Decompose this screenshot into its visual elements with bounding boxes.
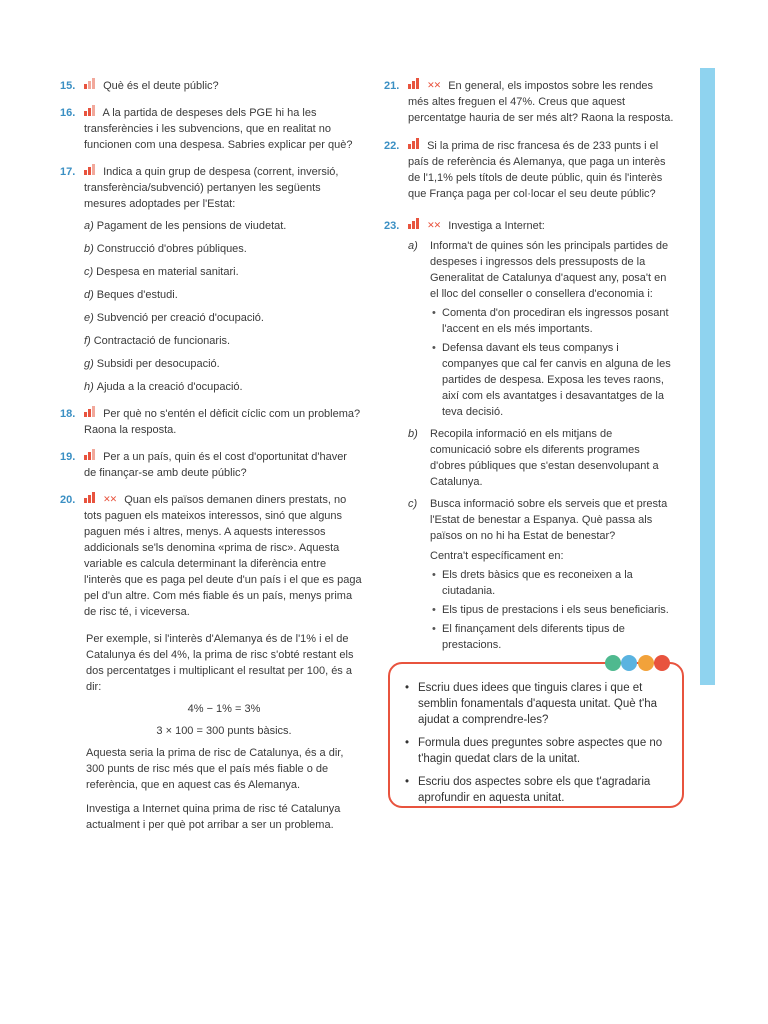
- list-item: [84, 241, 362, 257]
- option-letter: a): [84, 220, 94, 232]
- list-item: [408, 496, 674, 653]
- exercise-text: En general, els impostos sobre les rendes més altes freguen el 47%. Creus que aquest percentatge hauria de ser més alt? Raona la resposta.: [408, 80, 674, 124]
- exercise-19: [60, 449, 362, 481]
- teamwork-icon: ✕✕: [103, 494, 117, 504]
- right-column: [384, 78, 674, 664]
- exercise-number: 18.: [60, 408, 76, 420]
- dot-orange: [638, 655, 654, 671]
- exercise-17: [60, 164, 362, 395]
- list-item: [84, 310, 362, 326]
- option-text: Despesa en material sanitari.: [96, 266, 239, 278]
- bullet-list: [430, 305, 674, 420]
- difficulty-bars-icon: [84, 164, 96, 180]
- list-item: [84, 218, 362, 234]
- list-item: • Els tipus de prestacions i els seus beneficiaris.: [430, 602, 674, 618]
- option-letter: d): [84, 289, 94, 301]
- list-item: • El finançament dels diferents tipus de prestacions.: [430, 621, 674, 653]
- option-text: Subvenció per creació d'ocupació.: [96, 312, 264, 324]
- formula-line: 4% − 1% = 3%: [187, 703, 261, 715]
- dot-green: [605, 655, 621, 671]
- exercise-21: [384, 78, 674, 126]
- reflection-list: [402, 680, 670, 806]
- example-task: Investiga a Internet quina prima de risc té Catalunya actualment i per què pot arribar a ser un problema.: [86, 803, 341, 831]
- list-item: [84, 379, 362, 395]
- list-item: • Defensa davant els teus companys i companyes que cal fer canvis en alguna de les partides de despesa. Exposa les teves raons, així com els avantatges i desavantatges de la teva decisió.: [430, 340, 674, 420]
- exercise-number: 23.: [384, 220, 400, 232]
- list-item: • Escriu dos aspectes sobre els que t'agradaria aprofundir en aquesta unitat.: [402, 774, 670, 806]
- exercise-number: 19.: [60, 451, 76, 463]
- list-item: • Els drets bàsics que es reconeixen a la ciutadania.: [430, 567, 674, 599]
- exercise-number: 22.: [384, 140, 400, 152]
- list-item: • Comenta d'on procediran els ingressos posant l'accent en els més importants.: [430, 305, 674, 337]
- teamwork-icon: ✕✕: [427, 220, 441, 230]
- formula: [86, 701, 362, 739]
- option-letter: e): [84, 312, 94, 324]
- list-item: [408, 238, 674, 420]
- example-text: Per exemple, si l'interès d'Alemanya és de l'1% i el de Catalunya és del 4%, la prima de risc s'obté restant els dos percentatges i multiplicant el resultat per 100, és a dir:: [86, 633, 354, 693]
- option-letter: c): [408, 498, 418, 510]
- exercise-text: Què és el deute públic?: [103, 80, 219, 92]
- exercise-number: 20.: [60, 494, 76, 506]
- exercise-number: 15.: [60, 80, 76, 92]
- exercise-text: Per què no s'entén el dèficit cíclic com un problema? Raona la resposta.: [84, 408, 361, 436]
- focus-label: Centra't específicament en:: [430, 550, 564, 562]
- list-item: [408, 426, 674, 490]
- list-item: [84, 333, 362, 349]
- option-letter: b): [408, 428, 418, 440]
- difficulty-bars-icon: [408, 218, 420, 234]
- option-text: Recopila informació en els mitjans de comunicació sobre els diferents programes d'obres públiques que s'estan desenvolupant a Catalunya.: [430, 428, 659, 488]
- reflection-box: [388, 662, 684, 808]
- example-conclusion: Aquesta seria la prima de risc de Catalunya, és a dir, 300 punts de risc més que el país més fiable o de referència, que en aquest cas és Alemanya.: [86, 747, 344, 791]
- dot-red: [654, 655, 670, 671]
- option-text: Construcció d'obres públiques.: [96, 243, 247, 255]
- exercise-text: Per a un país, quin és el cost d'oportunitat d'haver de finançar-se amb deute públic?: [84, 451, 347, 479]
- exercise-text: Quan els països demanen diners prestats, no tots paguen els mateixos interessos, sinó que alguns paguen més i altres, menys. A aquests interessos addicionals se'ls denomina «prima de risc». Aquesta variable es calcula determinant la diferència entre l'interès que es paga pel deute d'un país i el que es paga pel d'un altre. Com més fiable és un país, menys prima de risc té, i viceversa.: [84, 494, 362, 618]
- option-letter: g): [84, 358, 94, 370]
- exercise-text: A la partida de despeses dels PGE hi ha les transferències i les subvencions, que en realitat no funcionen com una despesa. Sabries explicar per què?: [84, 107, 353, 151]
- left-column: [60, 78, 362, 843]
- exercise-15: [60, 78, 362, 94]
- difficulty-bars-icon: [84, 492, 96, 508]
- option-letter: a): [408, 240, 418, 252]
- exercise-22: [384, 138, 674, 202]
- sub-questions: [408, 238, 674, 653]
- list-item: [84, 356, 362, 372]
- option-text: Ajuda a la creació d'ocupació.: [96, 381, 243, 393]
- teamwork-icon: ✕✕: [427, 80, 441, 90]
- option-letter: c): [84, 266, 94, 278]
- list-item: • Escriu dues idees que tinguis clares i que et semblin fonamentals d'aquesta unitat. Què t'ha ajudat a comprendre-les?: [402, 680, 670, 728]
- list-item: [84, 287, 362, 303]
- exercise-number: 16.: [60, 107, 76, 119]
- list-item: [84, 264, 362, 280]
- list-item: • Formula dues preguntes sobre aspectes que no t'hagin quedat clars de la unitat.: [402, 735, 670, 767]
- difficulty-bars-icon: [84, 406, 96, 422]
- example-block: [60, 631, 362, 833]
- side-color-bar: [700, 68, 715, 685]
- color-dots-icon: [609, 655, 670, 673]
- exercise-20: [60, 492, 362, 620]
- difficulty-bars-icon: [408, 78, 420, 94]
- option-text: Contractació de funcionaris.: [93, 335, 231, 347]
- difficulty-bars-icon: [84, 78, 96, 94]
- option-text: Subsidi per desocupació.: [96, 358, 220, 370]
- exercise-text: Investiga a Internet:: [448, 220, 545, 232]
- option-text: Beques d'estudi.: [96, 289, 178, 301]
- difficulty-bars-icon: [84, 449, 96, 465]
- difficulty-bars-icon: [408, 138, 420, 154]
- option-letter: f): [84, 335, 91, 347]
- difficulty-bars-icon: [84, 105, 96, 121]
- exercise-number: 21.: [384, 80, 400, 92]
- option-letter: h): [84, 381, 94, 393]
- option-text: Informa't de quines són les principals partides de despeses i ingressos dels pressuposts de la Generalitat de Catalunya d'aquest any, posa't en el lloc del conseller o consellera d'economia i:: [430, 240, 669, 300]
- exercise-18: [60, 406, 362, 438]
- options-list: [84, 218, 362, 395]
- option-text: Pagament de les pensions de viudetat.: [96, 220, 287, 232]
- exercise-number: 17.: [60, 166, 76, 178]
- option-text: Busca informació sobre els serveis que et presta l'Estat de benestar a Espanya. Què passa als països on no hi ha Estat de benestar?: [430, 498, 668, 542]
- exercise-text: Indica a quin grup de despesa (corrent, inversió, transferència/subvenció) pertanyen les següents mesures adoptades per l'Estat:: [84, 166, 339, 210]
- exercise-16: [60, 105, 362, 153]
- bullet-list: [430, 567, 674, 653]
- option-letter: b): [84, 243, 94, 255]
- dot-blue: [621, 655, 637, 671]
- exercise-text: Si la prima de risc francesa és de 233 punts i el país de referència és Alemanya, que paga un interès de l'1,1% pels títols de deute públic, quin és l'interès que França paga per col·locar el seu deute públic?: [408, 140, 666, 200]
- exercise-23: [384, 218, 674, 653]
- formula-line: 3 × 100 = 300 punts bàsics.: [156, 725, 292, 737]
